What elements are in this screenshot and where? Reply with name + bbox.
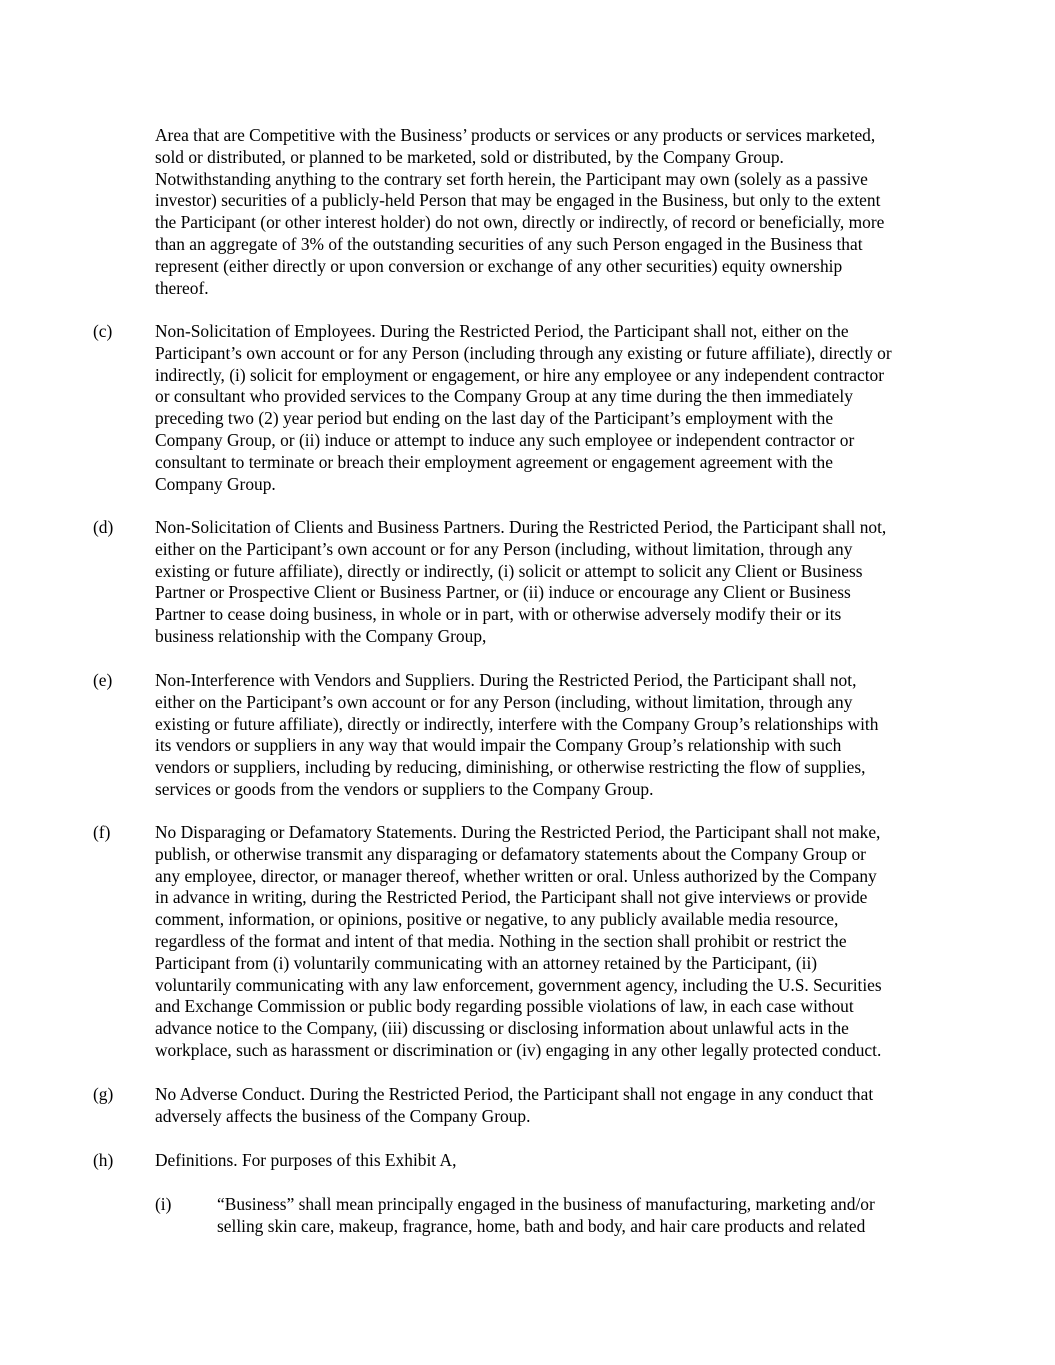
text-line: Partner or Prospective Client or Business Partner, or (ii) induce or encourage any Client or Business bbox=[155, 582, 851, 603]
section-marker-d: (d) bbox=[93, 517, 114, 537]
text-line: its vendors or suppliers in any way that would impair the Company Group’s relationship with such bbox=[155, 735, 842, 756]
text-line: services or goods from the vendors or suppliers to the Company Group. bbox=[155, 778, 654, 799]
section-marker-c: (c) bbox=[93, 321, 113, 341]
subsection-i-paragraph bbox=[217, 1194, 875, 1238]
text-line: thereof. bbox=[155, 277, 209, 298]
text-line: publish, or otherwise transmit any disparaging or defamatory statements about the Company Group or bbox=[155, 843, 866, 864]
text-line: workplace, such as harassment or discrimination or (iv) engaging in any other legally protected conduct. bbox=[155, 1039, 882, 1060]
text-line: Participant’s own account or for any Person (including through any existing or future affiliate), directly or bbox=[155, 342, 892, 363]
text-line: Non-Solicitation of Employees. During the Restricted Period, the Participant shall not, either on the bbox=[155, 321, 849, 341]
section-marker-h: (h) bbox=[93, 1150, 114, 1170]
text-line: the Participant (or other interest holder) do not own, directly or indirectly, of record or beneficially, more bbox=[155, 212, 885, 233]
text-line: business relationship with the Company Group, bbox=[155, 625, 487, 646]
text-line: existing or future affiliate), directly or indirectly, (i) solicit or attempt to solicit any Client or Business bbox=[155, 560, 863, 581]
text-line: consultant to terminate or breach their employment agreement or engagement agreement with the bbox=[155, 451, 833, 472]
section-d-paragraph bbox=[155, 517, 886, 648]
text-line: adversely affects the business of the Company Group. bbox=[155, 1105, 531, 1126]
text-line: Area that are Competitive with the Business’ products or services or any products or services marketed, bbox=[155, 125, 876, 145]
text-line: “Business” shall mean principally engaged in the business of manufacturing, marketing and/or bbox=[217, 1194, 875, 1214]
text-line: represent (either directly or upon conversion or exchange of any other securities) equity ownership bbox=[155, 255, 843, 276]
text-line: No Disparaging or Defamatory Statements. During the Restricted Period, the Participant shall not make, bbox=[155, 822, 881, 842]
text-line: indirectly, (i) solicit for employment or engagement, or hire any employee or any independent contractor bbox=[155, 364, 885, 385]
text-line: regardless of the format and intent of that media. Nothing in the section shall prohibit or restrict the bbox=[155, 930, 847, 951]
section-marker-f: (f) bbox=[93, 822, 111, 842]
text-line: selling skin care, makeup, fragrance, home, bath and body, and hair care products and related bbox=[217, 1215, 866, 1236]
text-line: or consultant who provided services to the Company Group at any time during the then immediately bbox=[155, 386, 853, 407]
section-marker-e: (e) bbox=[93, 670, 113, 690]
text-line: sold or distributed, or planned to be marketed, sold or distributed, by the Company Group. bbox=[155, 146, 784, 167]
text-line: than an aggregate of 3% of the outstanding securities of any such Person engaged in the Business that bbox=[155, 233, 863, 254]
text-line: investor) securities of a publicly-held Person that may be engaged in the Business, but only to the extent bbox=[155, 190, 881, 211]
text-line: Company Group, or (ii) induce or attempt to induce any such employee or independent contractor or bbox=[155, 429, 855, 450]
section-marker-g: (g) bbox=[93, 1084, 114, 1104]
text-line: comment, information, or opinions, positive or negative, to any publicly available media resource, bbox=[155, 909, 839, 930]
text-line: Non-Solicitation of Clients and Business Partners. During the Restricted Period, the Participant shall not, bbox=[155, 517, 887, 537]
section-f-paragraph bbox=[155, 822, 882, 1062]
text-line: preceding two (2) year period but ending on the last day of the Participant’s employment with the bbox=[155, 408, 834, 429]
text-line: Notwithstanding anything to the contrary set forth herein, the Participant may own (solely as a passive bbox=[155, 168, 868, 189]
text-line: Participant from (i) voluntarily communicating with an attorney retained by the Participant, (ii) bbox=[155, 952, 818, 973]
continuation-paragraph bbox=[155, 125, 884, 299]
text-line: Company Group. bbox=[155, 473, 276, 494]
section-c-paragraph bbox=[155, 321, 892, 495]
text-line: in advance in writing, during the Restricted Period, the Participant shall not give interviews or provide bbox=[155, 887, 868, 908]
text-line: existing or future affiliate), directly or indirectly, interfere with the Company Group’s relationships with bbox=[155, 713, 879, 734]
text-line: advance notice to the Company, (iii) discussing or disclosing information about unlawful acts in the bbox=[155, 1018, 849, 1039]
text-line: Non-Interference with Vendors and Suppliers. During the Restricted Period, the Participant shall not, bbox=[155, 670, 857, 690]
text-line: Partner to cease doing business, in whole or in part, with or otherwise adversely modify their or its bbox=[155, 604, 842, 625]
text-line: any employee, director, or manager thereof, whether written or oral. Unless authorized by the Company bbox=[155, 865, 877, 886]
subsection-marker-i: (i) bbox=[155, 1194, 172, 1214]
section-h-paragraph bbox=[155, 1150, 456, 1172]
text-line: No Adverse Conduct. During the Restricted Period, the Participant shall not engage in any conduct that bbox=[155, 1084, 874, 1104]
section-e-paragraph bbox=[155, 670, 878, 801]
text-line: and Exchange Commission or public body regarding possible violations of law, in each case without bbox=[155, 996, 854, 1017]
section-g-paragraph bbox=[155, 1084, 873, 1128]
text-line: either on the Participant’s own account or for any Person (including, without limitation, through any bbox=[155, 691, 853, 712]
text-line: either on the Participant’s own account or for any Person (including, without limitation, through any bbox=[155, 538, 853, 559]
text-line: vendors or suppliers, including by reducing, diminishing, or otherwise restricting the flow of supplies, bbox=[155, 757, 866, 778]
text-line: Definitions. For purposes of this Exhibit A, bbox=[155, 1150, 457, 1170]
text-line: voluntarily communicating with any law enforcement, government agency, including the U.S. Securities bbox=[155, 974, 882, 995]
